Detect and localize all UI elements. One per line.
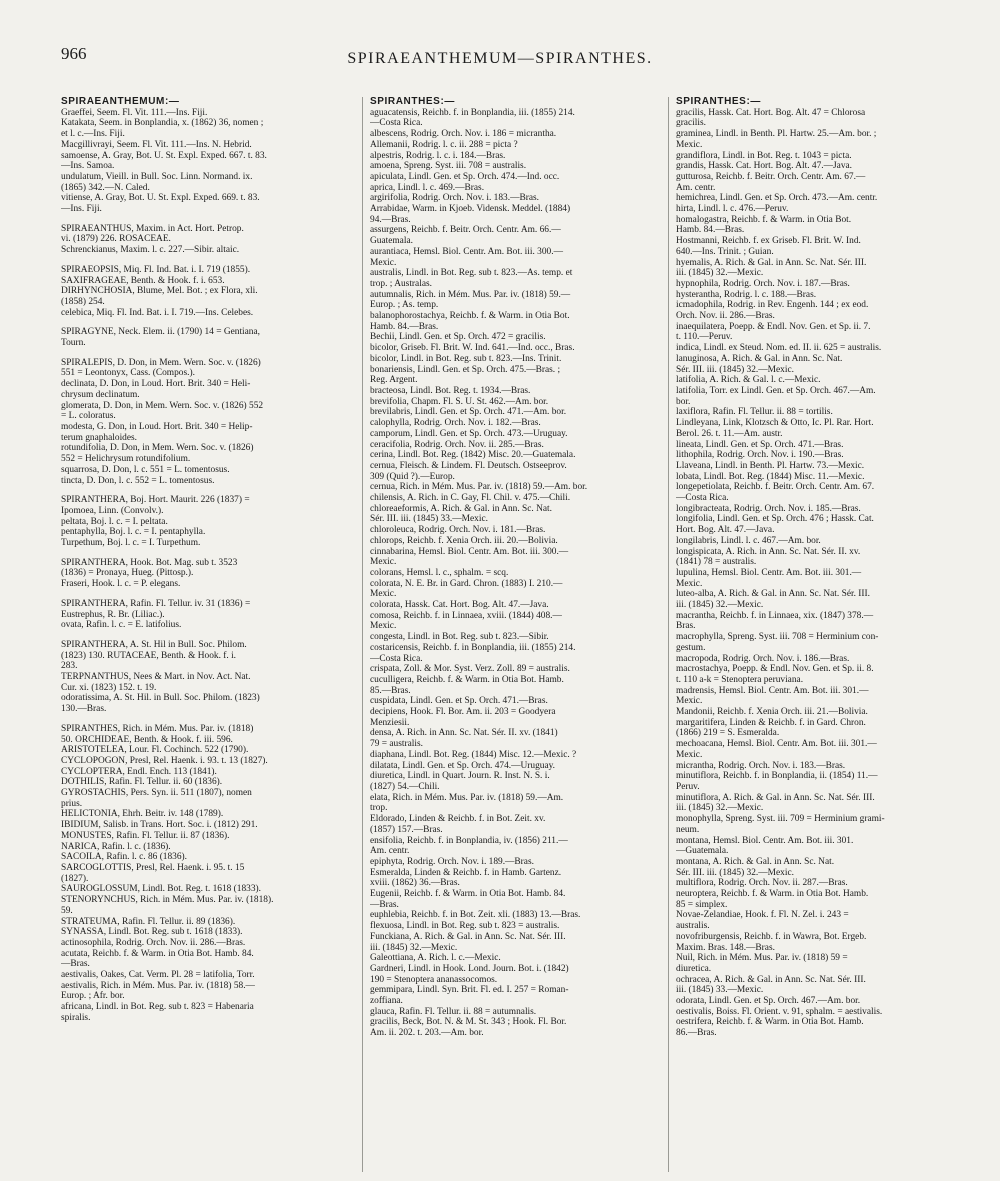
entry-spiraeanthemum xyxy=(61,108,353,215)
entry-line: Lindleyana, Link, Klotzsch & Otto, Ic. Pl. Rar. Hort. xyxy=(676,418,874,429)
entry-line: macrostachya, Poepp. & Endl. Nov. Gen. et Sp. ii. 8. xyxy=(676,664,874,675)
entry-line: Peruv. xyxy=(676,782,700,792)
entry-line: Mexic. xyxy=(676,696,703,707)
entry-line: Graeffei, Seem. Fl. Vit. 111.—Ins. Fiji. xyxy=(61,107,208,118)
entry-line: Macgillivrayi, Seem. Fl. Vit. 111.—Ins. N. Hebrid. xyxy=(61,139,252,150)
entry-line: macropoda, Rodrig. Orch. Nov. i. 186.—Bras. xyxy=(676,653,850,664)
entry-line: alpestris, Rodrig. l. c. i. 184.—Bras. xyxy=(370,150,506,161)
entry-line: odorata, Lindl. Gen. et Sp. Orch. 467.—Am. bor. xyxy=(676,996,861,1007)
entry-line: 283. xyxy=(61,661,78,672)
entry-line: Mandonii, Reichb. f. Xenia Orch. iii. 21.—Bolivia. xyxy=(676,707,868,718)
entry-line: —Guatemala. xyxy=(676,846,729,857)
entry-line: Sér. III. iii. (1845) 32.—Mexic. xyxy=(676,867,794,878)
entry-line: cuspidata, Lindl. Gen. et Sp. Orch. 471.—Bras. xyxy=(370,696,548,707)
entry-spiranthera-hooker xyxy=(61,558,353,590)
entry-line: hysterantha, Rodrig. l. c. 188.—Bras. xyxy=(676,289,817,300)
entry-line: —Costa Rica. xyxy=(370,653,423,664)
entry-line: SPIRAEOPSIS, Miq. Fl. Ind. Bat. i. I. 719 (1855). xyxy=(61,264,251,275)
entry-line: elata, Rich. in Mém. Mus. Par. iv. (1818) 59.—Am. xyxy=(370,792,564,803)
entry-line: minutiflora, A. Rich. & Gal. in Ann. Sc. Nat. Sér. III. xyxy=(676,792,875,803)
entry-line: squarrosa, D. Don, l. c. 551 = L. tomentosus. xyxy=(61,464,230,475)
entry-line: icmadophila, Rodrig. in Rev. Engenh. 144 ; ex eod. xyxy=(676,300,869,311)
entry-line: celebica, Miq. Fl. Ind. Bat. i. I. 719.—Ins. Celebes. xyxy=(61,307,254,318)
entry-line: Fraseri, Hook. l. c. = P. elegans. xyxy=(61,579,181,590)
entry-line: Mexic. xyxy=(676,139,703,150)
entry-line: Nuil, Rich. in Mém. Mus. Par. iv. (1818) 59 = xyxy=(676,953,848,964)
entry-line: cinnabarina, Hemsl. Biol. Centr. Am. Bot. iii. 300.— xyxy=(370,546,569,557)
entry-line: Guatemala. xyxy=(370,236,413,247)
entry-line: 85 = simplex. xyxy=(676,899,728,910)
entry-line: congesta, Lindl. in Bot. Reg. sub t. 823.—Sibir. xyxy=(370,632,549,643)
entry-line: lobata, Lindl. Bot. Reg. (1844) Misc. 11.—Mexic. xyxy=(676,471,865,482)
entry-line: cernua, Rich. in Mém. Mus. Par. iv. (1818) 59.—Am. bor. xyxy=(370,482,588,493)
entry-line: GYROSTACHIS, Pers. Syn. ii. 511 (1807), nomen xyxy=(61,788,252,799)
entry-line: argirifolia, Rodrig. Orch. Nov. i. 183.—Bras. xyxy=(370,193,539,204)
entry-line: Llaveana, Lindl. in Benth. Pl. Hartw. 73.—Mexic. xyxy=(676,460,865,471)
entry-line: epiphyta, Rodrig. Orch. Nov. i. 189.—Bras. xyxy=(370,856,534,867)
entry-line: montana, A. Rich. & Gal. in Ann. Sc. Nat. xyxy=(676,856,835,867)
entry-line: homalogastra, Reichb. f. & Warm. in Otia Bot. xyxy=(676,214,852,225)
entry-line: macrophylla, Spreng. Syst. iii. 708 = Herminium con- xyxy=(676,632,879,643)
entry-line: Katakata, Seem. in Bonplandia, x. (1862) 36, nomen ; xyxy=(61,118,264,129)
entry-line: aestivalis, Oakes, Cat. Verm. Pl. 28 = latifolia, Torr. xyxy=(61,970,255,981)
entry-line: Hostmanni, Reichb. f. ex Griseb. Fl. Brit. W. Ind. xyxy=(676,236,861,247)
entry-line: chloreaeformis, A. Rich. & Gal. in Ann. Sc. Nat. xyxy=(370,503,552,514)
entry-line: CYCLOPTERA, Endl. Ench. 113 (1841). xyxy=(61,766,217,777)
entry-line: spiralis. xyxy=(61,1012,91,1023)
entry-line: bracteosa, Lindl. Bot. Reg. t. 1934.—Bras. xyxy=(370,385,531,396)
entry-line: SPIRANTHERA, Rafin. Fl. Tellur. iv. 31 (1836) = xyxy=(61,598,251,609)
entry-line: SPIRALEPIS, D. Don, in Mem. Wern. Soc. v. (1826) xyxy=(61,357,261,368)
entry-line: hypnophila, Rodrig. Orch. Nov. i. 187.—Bras. xyxy=(676,278,850,289)
entry-line: monophylla, Spreng. Syst. iii. 709 = Herminium grami- xyxy=(676,814,885,825)
entry-line: cernua, Fleisch. & Lindem. Fl. Deutsch. Ostseeprov. xyxy=(370,460,567,471)
entry-line: HELICTONIA, Ehrh. Beitr. iv. 148 (1789). xyxy=(61,809,224,820)
entry-line: longepetiolata, Reichb. f. Beitr. Orch. Centr. Am. 67. xyxy=(676,482,875,493)
entry-line: hemichrea, Lindl. Gen. et Sp. Orch. 473.—Am. centr. xyxy=(676,193,878,204)
entry-line: chlorops, Reichb. f. Xenia Orch. iii. 20.—Bolivia. xyxy=(370,535,558,546)
entry-line: australis, Lindl. in Bot. Reg. sub t. 823.—As. temp. et xyxy=(370,268,573,279)
entry-line: crispata, Zoll. & Mor. Syst. Verz. Zoll. 89 = australis. xyxy=(370,664,570,675)
entry-line: oestrifera, Reichb. f. & Warm. in Otia Bot. Hamb. xyxy=(676,1017,864,1028)
entry-line: neum. xyxy=(676,824,700,835)
entry-spiranthes xyxy=(61,724,353,1024)
entry-line: iii. (1845) 32.—Mexic. xyxy=(676,803,764,814)
entry-line: gracilis, Beck, Bot. N. & M. St. 343 ; Hook. Fl. Bor. xyxy=(370,1017,567,1028)
entry-line: —Bras. xyxy=(61,959,90,970)
entry-line: dilatata, Lindl. Gen. et Sp. Orch. 474.—Uruguay. xyxy=(370,760,556,771)
entry-line: Eustrephus, R. Br. (Liliac.). xyxy=(61,609,165,620)
entry-line: australis. xyxy=(676,921,710,932)
entry-line: Cur. xi. (1823) 152. t. 19. xyxy=(61,682,157,693)
entry-line: SPIRAEANTHUS, Maxim. in Act. Hort. Petrop. xyxy=(61,223,244,234)
entry-spiranthera-rafinesque xyxy=(61,599,353,631)
entry-line: CYCLOPOGON, Presl, Rel. Haenk. i. 93. t. 13 (1827). xyxy=(61,755,268,766)
entry-line: MONUSTES, Rafin. Fl. Tellur. ii. 87 (1836). xyxy=(61,830,230,841)
entry-line: hirta, Lindl. l. c. 476.—Peruv. xyxy=(676,204,789,215)
entry-line: diuretica. xyxy=(676,963,712,974)
entry-list xyxy=(676,108,968,1039)
entry-line: gestum. xyxy=(676,642,706,653)
entry-line: autumnalis, Rich. in Mém. Mus. Par. iv. (1818) 59.— xyxy=(370,289,571,300)
entry-line: odoratissima, A. St. Hil. in Bull. Soc. Philom. (1823) xyxy=(61,693,260,704)
column-divider xyxy=(668,97,669,1172)
entry-line: cerina, Lindl. Bot. Reg. (1842) Misc. 20.—Guatemala. xyxy=(370,450,576,461)
entry-line: declinata, D. Don, in Loud. Hort. Brit. 340 = Heli- xyxy=(61,379,251,390)
entry-line: calophylla, Rodrig. Orch. Nov. i. 182.—Bras. xyxy=(370,418,541,429)
entry-line: camporum, Lindl. Gen. et Sp. Orch. 473.—Uruguay. xyxy=(370,428,568,439)
entry-line: longilabris, Lindl. l. c. 467.—Am. bor. xyxy=(676,535,821,546)
entry-line: aguacatensis, Reichb. f. in Bonplandia, iii. (1855) 214. xyxy=(370,107,575,118)
entry-line: latifolia, A. Rich. & Gal. l. c.—Mexic. xyxy=(676,375,821,386)
entry-line: Novae-Zelandiae, Hook. f. Fl. N. Zel. i. 243 = xyxy=(676,910,849,921)
entry-line: Mexic. xyxy=(370,589,397,600)
entry-line: Funckiana, A. Rich. & Gal. in Ann. Sc. Nat. Sér. III. xyxy=(370,931,566,942)
entry-line: Orch. Nov. ii. 286.—Bras. xyxy=(676,311,775,322)
entry-line: inaequilatera, Poepp. & Endl. Nov. Gen. et Sp. ii. 7. xyxy=(676,321,871,332)
entry-line: balanophorostachya, Reichb. f. & Warm. in Otia Bot. xyxy=(370,311,570,322)
column-divider xyxy=(362,97,363,1172)
entry-line: 190 = Stenoptera ananassocomos. xyxy=(370,974,498,985)
entry-line: iii. (1845) 32.—Mexic. xyxy=(370,942,458,953)
entry-line: SAUROGLOSSUM, Lindl. Bot. Reg. t. 1618 (1833). xyxy=(61,884,262,895)
entry-line: 552 = Helichrysum rotundifolium. xyxy=(61,454,191,465)
entry-line: flexuosa, Lindl. in Bot. Reg. sub t. 823 = australis. xyxy=(370,921,560,932)
entry-line: (1841) 78 = australis. xyxy=(676,557,757,568)
entry-line: 551 = Leontonyx, Cass. (Compos.). xyxy=(61,368,195,379)
entry-line: —Ins. Samoa. xyxy=(61,161,115,172)
entry-line: iii. (1845) 32.—Mexic. xyxy=(676,600,764,611)
entry-line: samoense, A. Gray, Bot. U. St. Expl. Exped. 667. t. 83. xyxy=(61,150,267,161)
entry-line: (1827). xyxy=(61,873,89,884)
entry-line: montana, Hemsl. Biol. Centr. Am. Bot. iii. 301. xyxy=(676,835,854,846)
entry-line: iii. (1845) 33.—Mexic. xyxy=(676,985,764,996)
entry-line: prius. xyxy=(61,798,83,809)
entry-line: STRATEUMA, Rafin. Fl. Tellur. ii. 89 (1836). xyxy=(61,916,236,927)
entry-line: —Bras. xyxy=(370,899,399,910)
entry-line: densa, A. Rich. in Ann. Sc. Nat. Sér. II. xv. (1841) xyxy=(370,728,558,739)
entry-line: trop. xyxy=(370,803,388,814)
entry-spiralepis xyxy=(61,358,353,486)
entry-line: graminea, Lindl. in Benth. Pl. Hartw. 25.—Am. bor. ; xyxy=(676,129,877,140)
entry-line: Am. centr. xyxy=(676,182,716,193)
entry-line: vitiense, A. Gray, Bot. U. St. Expl. Exped. 669. t. 83. xyxy=(61,193,260,204)
entry-line: (1865) 342.—N. Caled. xyxy=(61,182,150,193)
entry-line: —Costa Rica. xyxy=(370,118,423,129)
entry-line: SAXIFRAGEAE, Benth. & Hook. f. i. 653. xyxy=(61,275,225,286)
entry-line: amoena, Spreng. Syst. iii. 708 = australis. xyxy=(370,161,527,172)
entry-line: aprica, Lindl. l. c. 469.—Bras. xyxy=(370,182,485,193)
entry-line: brevifolia, Chapm. Fl. S. U. St. 462.—Am. bor. xyxy=(370,396,549,407)
entry-line: 130.—Bras. xyxy=(61,704,107,715)
entry-line: oestivalis, Boiss. Fl. Orient. v. 91, sphalm. = aestivalis. xyxy=(676,1006,883,1017)
entry-spiraeanthus xyxy=(61,224,353,256)
entry-line: lithophila, Rodrig. Orch. Nov. i. 190.—Bras. xyxy=(676,450,844,461)
entry-line: diaphana, Lindl. Bot. Reg. (1844) Misc. 12.—Mexic. ? xyxy=(370,749,577,760)
entry-line: SPIRANTHERA, A. St. Hil in Bull. Soc. Philom. xyxy=(61,639,247,650)
entry-line: Am. centr. xyxy=(370,846,410,857)
entry-line: gracilis, Hassk. Cat. Hort. Bog. Alt. 47 = Chlorosa xyxy=(676,107,866,118)
entry-line: margaritifera, Linden & Reichb. f. in Gard. Chron. xyxy=(676,717,866,728)
entry-line: —Ins. Fiji. xyxy=(61,204,102,215)
entry-line: colorata, Hassk. Cat. Hort. Bog. Alt. 47.—Java. xyxy=(370,600,549,611)
entry-line: SPIRANTHERA, Hook. Bot. Mag. sub t. 3523 xyxy=(61,557,238,568)
entry-line: lanuginosa, A. Rich. & Gal. in Ann. Sc. Nat. xyxy=(676,353,843,364)
entry-line: Mexic. xyxy=(370,257,397,268)
column-1 xyxy=(61,97,353,1177)
entry-line: comosa, Reichb. f. in Linnaea, xviii. (1844) 408.— xyxy=(370,610,562,621)
entry-line: diuretica, Lindl. in Quart. Journ. R. Inst. N. S. i. xyxy=(370,771,550,782)
entry-line: Esmeralda, Linden & Reichb. f. in Hamb. Gartenz. xyxy=(370,867,562,878)
entry-line: SACOILA, Rafin. l. c. 86 (1836). xyxy=(61,852,188,863)
entry-line: aestivalis, Rich. in Mém. Mus. Par. iv. (1818) 58.— xyxy=(61,980,255,991)
entry-line: (1836) = Pronaya, Hueg. (Pittosp.). xyxy=(61,568,194,579)
entry-line: Berol. 26. t. 11.—Am. austr. xyxy=(676,428,783,439)
entry-line: apiculata, Lindl. Gen. et Sp. Orch. 474.—Ind. occ. xyxy=(370,171,560,182)
entry-line: SPIRANTHERA, Boj. Hort. Maurit. 226 (1837) = xyxy=(61,495,250,506)
entry-line: acutata, Reichb. f. & Warm. in Otia Bot. Hamb. 84. xyxy=(61,948,254,959)
entry-line: mechoacana, Hemsl. Biol. Centr. Am. Bot. iii. 301.— xyxy=(676,739,877,750)
entry-line: Europ. ; Afr. bor. xyxy=(61,991,125,1002)
entry-line: Eugenii, Reichb. f. & Warm. in Otia Bot. Hamb. 84. xyxy=(370,889,566,900)
entry-spiranthera-bojer xyxy=(61,495,353,549)
entry-heading: SPIRAEANTHEMUM:— xyxy=(61,97,180,107)
entry-line: Reg. Argent. xyxy=(370,375,418,386)
entry-line: t. 110.—Peruv. xyxy=(676,332,733,343)
entry-line: ceracifolia, Rodrig. Orch. Nov. ii. 285.—Bras. xyxy=(370,439,544,450)
entry-line: 94.—Bras. xyxy=(370,214,411,225)
entry-line: (1857) 157.—Bras. xyxy=(370,824,443,835)
entry-line: Mexic. xyxy=(370,557,397,568)
entry-line: costaricensis, Reichb. f. in Bonplandia, iii. (1855) 214. xyxy=(370,642,576,653)
entry-line: DOTHILIS, Rafin. Fl. Tellur. ii. 60 (1836). xyxy=(61,777,223,788)
entry-line: Turpethum, Boj. l. c. = I. Turpethum. xyxy=(61,538,201,549)
entry-line: bicolor, Griseb. Fl. Brit. W. Ind. 641.—Ind. occ., Bras. xyxy=(370,343,575,354)
entry-line: macrantha, Reichb. f. in Linnaea, xix. (1847) 378.— xyxy=(676,610,874,621)
entry-line: glauca, Rafin. Fl. Tellur. ii. 88 = autumnalis. xyxy=(370,1006,537,1017)
entry-line: longibracteata, Rodrig. Orch. Nov. i. 185.—Bras. xyxy=(676,503,861,514)
entry-line: multiflora, Rodrig. Orch. Nov. ii. 287.—Bras. xyxy=(676,878,848,889)
entry-line: ochracea, A. Rich. & Gal. in Ann. Sc. Nat. Sér. III. xyxy=(676,974,866,985)
entry-line: lineata, Lindl. Gen. et Sp. Orch. 471.—Bras. xyxy=(676,439,844,450)
entry-line: Hamb. 84.—Bras. xyxy=(676,225,745,236)
running-head: SPIRAEANTHEMUM—SPIRANTHES. xyxy=(347,50,653,67)
entry-line: Europ. ; As. temp. xyxy=(370,300,439,311)
entry-list xyxy=(370,108,662,1039)
entry-line: Allemanii, Rodrig. l. c. ii. 288 = picta ? xyxy=(370,139,518,150)
entry-line: Mexic. xyxy=(370,621,397,632)
entry-line: chrysum declinatum. xyxy=(61,389,140,400)
entry-line: 86.—Bras. xyxy=(676,1028,717,1039)
entry-line: = L. coloratus. xyxy=(61,411,116,422)
entry-line: t. 110 a-k = Stenoptera peruviana. xyxy=(676,674,804,685)
entry-line: ovata, Rafin. l. c. = E. latifolius. xyxy=(61,620,182,631)
entry-line: actinosophila, Rodrig. Orch. Nov. ii. 286.—Bras. xyxy=(61,937,246,948)
entry-line: brevilabris, Lindl. Gen. et Sp. Orch. 471.—Am. bor. xyxy=(370,407,567,418)
entry-line: assurgens, Reichb. f. Beitr. Orch. Centr. Am. 66.— xyxy=(370,225,561,236)
entry-line: 79 = australis. xyxy=(370,739,423,750)
entry-line: madrensis, Hemsl. Biol. Centr. Am. Bot. iii. 301.— xyxy=(676,685,869,696)
entry-line: SPIRAGYNE, Neck. Elem. ii. (1790) 14 = Gentiana, xyxy=(61,327,261,338)
entry-line: Hort. Bog. Alt. 47.—Java. xyxy=(676,525,775,536)
entry-line: (1858) 254. xyxy=(61,296,105,307)
entry-line: Am. ii. 202. t. 203.—Am. bor. xyxy=(370,1028,484,1039)
entry-line: xviii. (1862) 36.—Bras. xyxy=(370,878,460,889)
entry-line: colorata, N. E. Br. in Gard. Chron. (1883) I. 210.— xyxy=(370,578,563,589)
entry-line: hyemalis, A. Rich. & Gal. in Ann. Sc. Nat. Sér. III. xyxy=(676,257,867,268)
entry-line: Schrenckianus, Maxim. l. c. 227.—Sibir. altaic. xyxy=(61,245,240,256)
entry-line: Hamb. 84.—Bras. xyxy=(370,321,439,332)
entry-line: pentaphylla, Boj. l. c. = I. pentaphylla. xyxy=(61,527,206,538)
entry-line: TERPNANTHUS, Nees & Mart. in Nov. Act. Nat. xyxy=(61,672,251,683)
entry-line: grandis, Hassk. Cat. Hort. Bog. Alt. 47.—Java. xyxy=(676,161,853,172)
entry-spiranthera-sthilaire xyxy=(61,640,353,715)
entry-heading: SPIRANTHES:— xyxy=(370,97,455,107)
entry-line: Mexic. xyxy=(676,578,703,589)
entry-line: rotundifolia, D. Don, in Mem. Wern. Soc. v. (1826) xyxy=(61,443,254,454)
entry-line: minutiflora, Reichb. f. in Bonplandia, ii. (1854) 11.— xyxy=(676,771,878,782)
entry-line: gutturosa, Reichb. f. Beitr. Orch. Centr. Am. 67.— xyxy=(676,171,866,182)
entry-line: Sér. III. iii. (1845) 33.—Mexic. xyxy=(370,514,488,525)
column-3 xyxy=(676,97,968,1177)
entry-line: Maxim. Bras. 148.—Bras. xyxy=(676,942,775,953)
entry-line: Menziesii. xyxy=(370,717,410,728)
entry-line: SYNASSA, Lindl. Bot. Reg. sub t. 1618 (1833). xyxy=(61,927,243,938)
entry-line: Eldorado, Linden & Reichb. f. in Bot. Zeit. xv. xyxy=(370,814,546,825)
entry-line: SARCOGLOTTIS, Presl, Rel. Haenk. i. 95. t. 15 xyxy=(61,863,245,873)
entry-line: longispicata, A. Rich. in Ann. Sc. Nat. Sér. II. xv. xyxy=(676,546,861,557)
entry-line: peltata, Boj. l. c. = I. peltata. xyxy=(61,516,168,527)
entry-line: Bras. xyxy=(676,621,696,632)
entry-line: colorans, Hemsl. l. c., sphalm. = scq. xyxy=(370,567,509,578)
entry-line: NARICA, Rafin. l. c. (1836). xyxy=(61,841,171,852)
entry-line: albescens, Rodrig. Orch. Nov. i. 186 = micrantha. xyxy=(370,129,557,140)
entry-line: bonariensis, Lindl. Gen. et Sp. Orch. 475.—Bras. ; xyxy=(370,364,561,375)
entry-line: Mexic. xyxy=(676,749,703,760)
entry-line: iii. (1845) 32.—Mexic. xyxy=(676,268,764,279)
entry-line: —Costa Rica. xyxy=(676,493,729,504)
entry-line: bicolor, Lindl. in Bot. Reg. sub t. 823.—Ins. Trinit. xyxy=(370,353,562,364)
entry-line: laxiflora, Rafin. Fl. Tellur. ii. 88 = tortilis. xyxy=(676,407,833,418)
entry-line: 59. xyxy=(61,905,73,916)
entry-line: undulatum, Vieill. in Bull. Soc. Linn. Normand. ix. xyxy=(61,171,253,182)
entry-line: chilensis, A. Rich. in C. Gay, Fl. Chil. v. 475.—Chili. xyxy=(370,493,571,504)
entry-line: africana, Lindl. in Bot. Reg. sub t. 823 = Habenaria xyxy=(61,1002,254,1013)
entry-heading: SPIRANTHES:— xyxy=(676,97,761,107)
entry-line: gemmipara, Lindl. Syn. Brit. Fl. ed. I. 257 = Roman- xyxy=(370,985,569,996)
entry-line: STENORYNCHUS, Rich. in Mém. Mus. Par. iv. (1818). xyxy=(61,895,274,906)
entry-line: grandiflora, Lindl. in Bot. Reg. t. 1043 = picta. xyxy=(676,150,852,161)
entry-line: (1827) 54.—Chili. xyxy=(370,782,440,792)
entry-line: trop. ; Australas. xyxy=(370,278,432,289)
entry-line: 640.—Ins. Trinit. ; Guian. xyxy=(676,246,774,257)
entry-line: euphlebia, Reichb. f. in Bot. Zeit. xli. (1883) 13.—Bras. xyxy=(370,910,581,921)
entry-line: 309 (Quid ?).—Europ. xyxy=(370,471,455,482)
entry-line: Tourn. xyxy=(61,338,86,349)
entry-spiraeopsis xyxy=(61,265,353,319)
entry-line: IBIDIUM, Salisb. in Trans. Hort. Soc. i. (1812) 291. xyxy=(61,820,258,831)
entry-line: novofriburgensis, Reichb. f. in Wawra, Bot. Ergeb. xyxy=(676,931,867,942)
page-number: 966 xyxy=(61,44,87,63)
entry-line: bor. xyxy=(676,396,691,407)
entry-line: Gardneri, Lindl. in Hook. Lond. Journ. Bot. i. (1842) xyxy=(370,963,569,974)
entry-line: micrantha, Rodrig. Orch. Nov. i. 183.—Bras. xyxy=(676,760,846,771)
column-2 xyxy=(370,97,662,1177)
entry-line: indica, Lindl. ex Steud. Nom. ed. II. ii. 625 = australis. xyxy=(676,343,882,354)
entry-line: SPIRANTHES, Rich. in Mém. Mus. Par. iv. (1818) xyxy=(61,723,254,734)
entry-line: terum gnaphaloides. xyxy=(61,432,138,443)
entry-line: ARISTOTELEA, Lour. Fl. Cochinch. 522 (1790). xyxy=(61,745,249,756)
entry-line: tincta, D. Don, l. c. 552 = L. tomentosus. xyxy=(61,475,215,486)
entry-line: modesta, G. Don, in Loud. Hort. Brit. 340 = Helip- xyxy=(61,421,253,432)
entry-line: neuroptera, Reichb. f. & Warm. in Otia Bot. Hamb. xyxy=(676,889,869,900)
entry-line: Galeottiana, A. Rich. l. c.—Mexic. xyxy=(370,953,501,964)
entry-line: 50. ORCHIDEAE, Benth. & Hook. f. iii. 596. xyxy=(61,734,233,745)
entry-line: Sér. III. iii. (1845) 32.—Mexic. xyxy=(676,364,794,375)
entry-line: lupulina, Hemsl. Biol. Centr. Am. Bot. iii. 301.— xyxy=(676,567,862,578)
entry-line: Bechii, Lindl. Gen. et Sp. Orch. 472 = gracilis. xyxy=(370,332,546,343)
entry-line: luteo-alba, A. Rich. & Gal. in Ann. Sc. Nat. Sér. III. xyxy=(676,589,870,600)
entry-line: Ipomoea, Linn. (Convolv.). xyxy=(61,505,164,516)
entry-line: longifolia, Lindl. Gen. et Sp. Orch. 476 ; Hassk. Cat. xyxy=(676,514,874,525)
entry-line: vi. (1879) 226. ROSACEAE. xyxy=(61,234,171,245)
entry-line: (1866) 219 = S. Esmeralda. xyxy=(676,728,780,739)
entry-line: decipiens, Hook. Fl. Bor. Am. ii. 203 = Goodyera xyxy=(370,707,556,718)
entry-line: Arrabidae, Warm. in Kjoeb. Vidensk. Meddel. (1884) xyxy=(370,204,571,215)
entry-line: zoffiana. xyxy=(370,996,403,1007)
entry-line: et l. c.—Ins. Fiji. xyxy=(61,129,125,140)
entry-line: aurantiaca, Hemsl. Biol. Centr. Am. Bot. iii. 300.— xyxy=(370,246,563,257)
entry-line: glomerata, D. Don, in Mem. Wern. Soc. v. (1826) 552 xyxy=(61,400,264,411)
entry-line: 85.—Bras. xyxy=(370,685,411,696)
entry-line: DIRHYNCHOSIA, Blume, Mel. Bot. ; ex Flora, xli. xyxy=(61,286,258,297)
entry-spiragyne xyxy=(61,327,353,348)
entry-line: ensifolia, Reichb. f. in Bonplandia, iv. (1856) 211.— xyxy=(370,835,568,846)
entry-line: gracilis. xyxy=(676,118,706,129)
entry-line: (1823) 130. RUTACEAE, Benth. & Hook. f. i. xyxy=(61,650,237,661)
entry-line: chloroleuca, Rodrig. Orch. Nov. i. 181.—Bras. xyxy=(370,525,546,536)
entry-line: cuculligera, Reichb. f. & Warm. in Otia Bot. Hamb. xyxy=(370,674,564,685)
entry-line: latifolia, Torr. ex Lindl. Gen. et Sp. Orch. 467.—Am. xyxy=(676,385,876,396)
